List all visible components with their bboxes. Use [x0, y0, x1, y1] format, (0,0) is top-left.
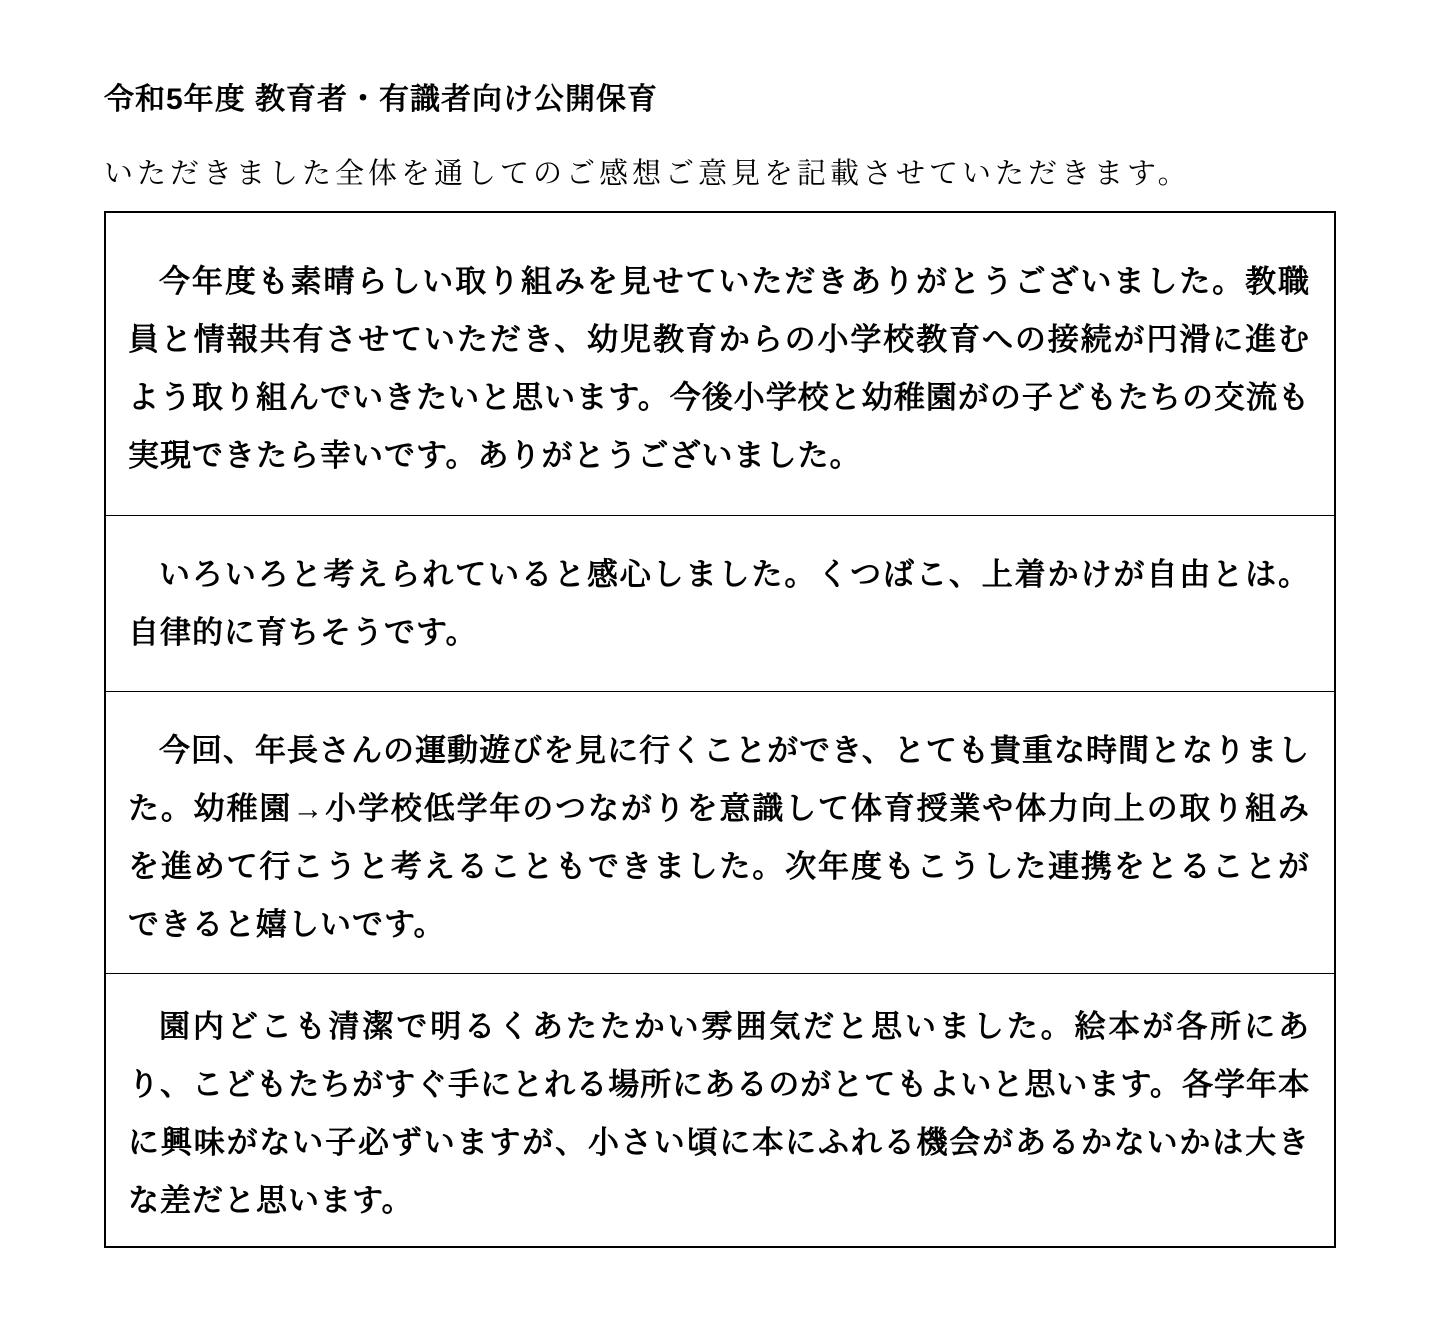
feedback-text: いろいろと考えられていると感心しました。くつばこ、上着かけが自由とは。自律的に育ちそうです。	[128, 557, 1310, 650]
feedback-table	[104, 211, 1336, 1248]
feedback-text: 園内どこも清潔で明るくあたたかい雰囲気だと思いました。絵本が各所にあり、こどもたちがすぐ手にとれる場所にあるのがとてもよいと思います。各学年本に興味がない子必ずいますが、小さい頃に本にふれる機会があるかないかは大きな差だと思います。	[128, 1009, 1310, 1218]
feedback-row	[106, 213, 1334, 515]
feedback-text: 今年度も素晴らしい取り組みを見せていただきありがとうございました。教職員と情報共有させていただき、幼児教育からの小学校教育への接続が円滑に進むよう取り組んでいきたいと思います。今後小学校と幼稚園がの子どもたちの交流も実現できたら幸いです。ありがとうございました。	[128, 264, 1310, 473]
page-title: 令和5年度 教育者・有識者向け公開保育	[104, 83, 659, 116]
intro-text: いただきました全体を通してのご感想ご意見を記載させていただきます。	[104, 158, 1191, 190]
feedback-row	[106, 691, 1334, 973]
feedback-row	[106, 973, 1334, 1246]
feedback-row	[106, 515, 1334, 691]
feedback-text: 今回、年長さんの運動遊びを見に行くことができ、とても貴重な時間となりました。幼稚園→小学校低学年のつながりを意識して体育授業や体力向上の取り組みを進めて行こうと考えることもできました。次年度もこうした連携をとることができると嬉しいです。	[128, 733, 1310, 942]
